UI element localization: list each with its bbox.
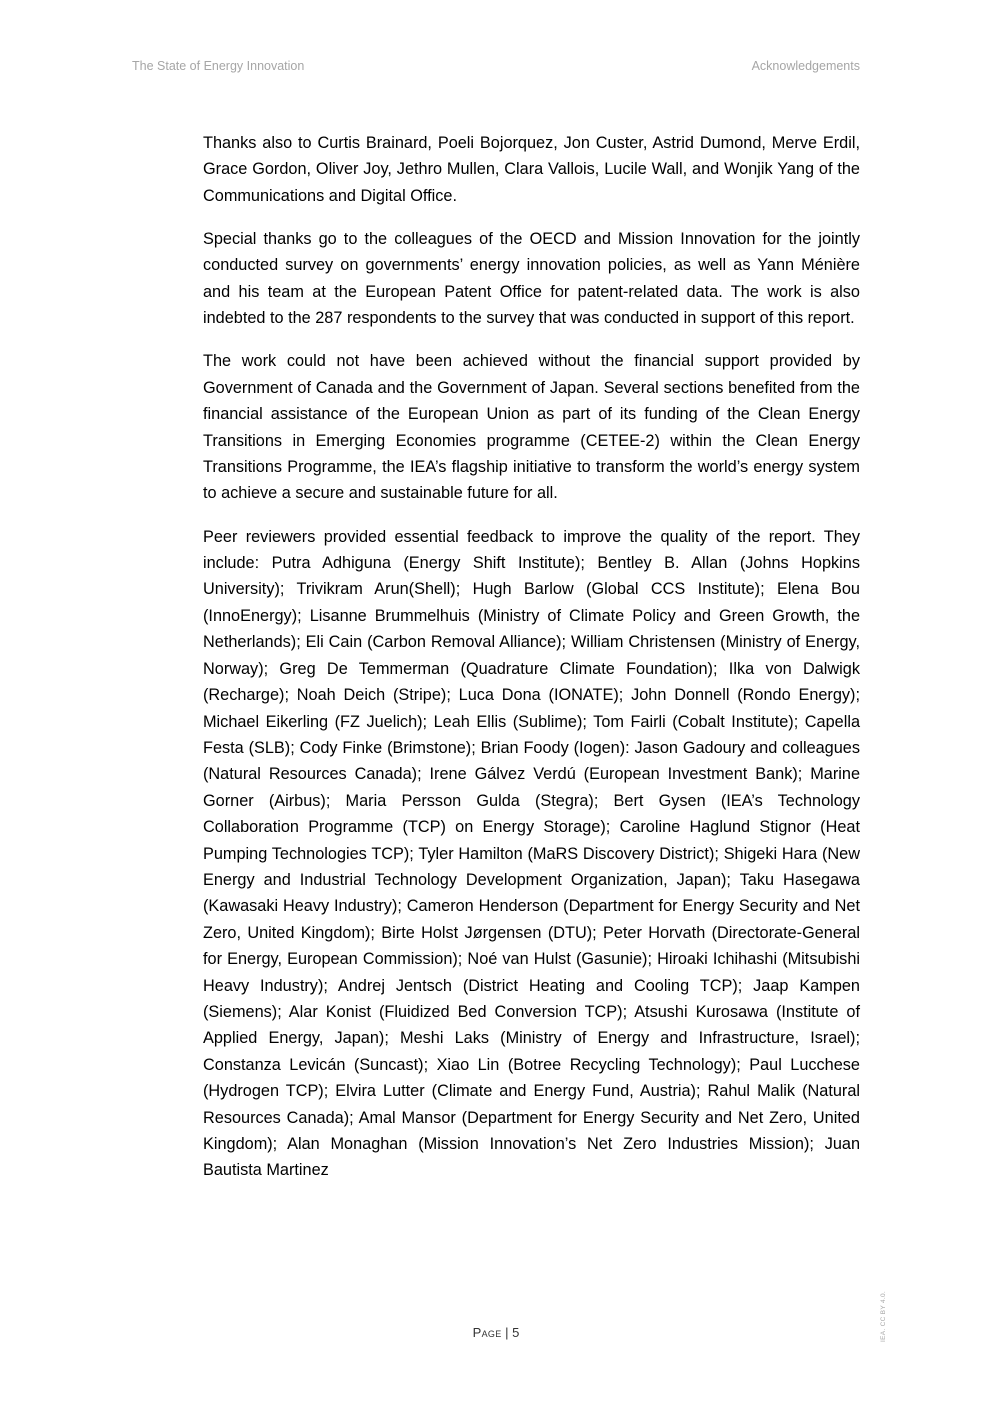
running-header [132,59,860,75]
section-title: Acknowledgements [751,59,860,73]
paragraph-peer-reviewers: Peer reviewers provided essential feedback to improve the quality of the report. They include: Putra Adhiguna (Energy Shift Institute); Bentley B. Allan (Johns Hopkins University); Trivikram Arun(Shell); Hugh Barlow (Global CCS Institute); Elena Bou (InnoEnergy); Lisanne Brummelhuis (Ministry of Climate Policy and Green Growth, the Netherlands); Eli Cain (Carbon Removal Alliance); William Christensen (Ministry of Energy, Norway); Greg De Temmerman (Quadrature Climate Foundation); Ilka von Dalwigk (Recharge); Noah Deich (Stripe); Luca Dona (IONATE); John Donnell (Rondo Energy); Michael Eikerling (FZ Juelich); Leah Ellis (Sublime); Tom Fairli (Cobalt Institute); Capella Festa (SLB); Cody Finke (Brimstone); Brian Foody (Iogen): Jason Gadoury and colleagues (Natural Resources Canada); Irene Gálvez Verdú (European Investment Bank); Marine Gorner (Airbus); Maria Persson Gulda (Stegra); Bert Gysen (IEA’s Technology Collaboration Programme (TCP) on Energy Storage); Caroline Haglund Stignor (Heat Pumping Technologies TCP); Tyler Hamilton (MaRS Discovery District); Shigeki Hara (New Energy and Industrial Technology Development Organization, Japan); Taku Hasegawa (Kawasaki Heavy Industry); Cameron Henderson (Department for Energy Security and Net Zero, United Kingdom); Birte Holst Jørgensen (DTU); Peter Horvath (Directorate-General for Energy, European Commission); Noé van Hulst (Gasunie); Hiroaki Ichihashi (Mitsubishi Heavy Industry); Andrej Jentsch (District Heating and Cooling TCP); Jaap Kampen (Siemens); Alar Konist (Fluidized Bed Conversion TCP); Atsushi Kurosawa (Institute of Applied Energy, Japan); Meshi Laks (Ministry of Energy and Infrastructure, Israel); Constanza Levicán (Suncast); Xiao Lin (Botree Recycling Technology); Paul Lucchese (Hydrogen TCP); Elvira Lutter (Climate and Energy Fund, Austria); Rahul Malik (Natural Resources Canada); Amal Mansor (Department for Energy Security and Net Zero, United Kingdom); Alan Monaghan (Mission Innovation’s Net Zero Industries Mission); Juan Bautista Martinez [203,527,860,1180]
page-number: 5 [512,1325,520,1340]
license-note: IEA. CC BY 4.0. [880,1291,887,1342]
paragraph-financial-support: The work could not have been achieved without the financial support provided by Government of Canada and the Government of Japan. Several sections benefited from the financial assistance of the European Union as part of its funding of the Clean Energy Transitions in Emerging Economies programme (CETEE-2) within the Clean Energy Transitions Programme, the IEA’s flagship initiative to transform the world’s energy system to achieve a secure and sustainable future for all. [203,352,860,503]
document-title: The State of Energy Innovation [132,59,305,73]
page-separator: | [501,1325,513,1340]
paragraph-special-thanks: Special thanks go to the colleagues of the OECD and Mission Innovation for the jointly conducted survey on governments’ energy innovation policies, as well as Yann Ménière and his team at the European Patent Office for patent-related data. The work is also indebted to the 287 respondents to the survey that was conducted in support of this report. [203,230,860,328]
page-footer [0,1325,992,1340]
page-label: Page [472,1325,502,1340]
paragraph-communications: Thanks also to Curtis Brainard, Poeli Bojorquez, Jon Custer, Astrid Dumond, Merve Erdil, Grace Gordon, Oliver Joy, Jethro Mullen, Clara Vallois, Lucile Wall, and Wonjik Yang of the Communications and Digital Office. [203,134,860,205]
body-text [203,130,860,1201]
